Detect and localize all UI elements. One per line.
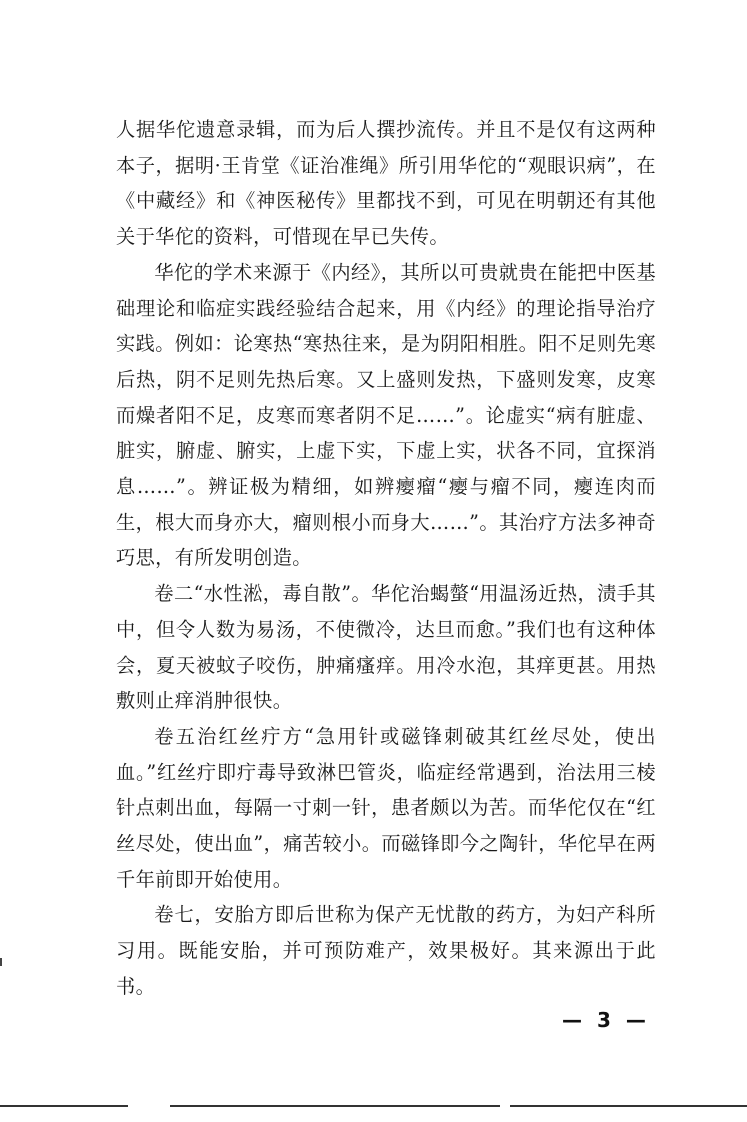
paragraph-1: 人据华佗遗意录辑，而为后人撰抄流传。并且不是仅有这两种本子，据明·王肯堂《证治准绳》所引用华佗的“观眼识病”，在《中藏经》和《神医秘传》里都找不到，可见在明朝还有其他关于华佗的资料，可惜现在早已失传。: [116, 118, 656, 249]
paragraph-2: 华佗的学术来源于《内经》，其所以可贵就贵在能把中医基础理论和临症实践经验结合起来，用《内经》的理论指导治疗实践。例如：论寒热“寒热往来，是为阴阳相胜。阳不足则先寒后热，阴不足则先热后寒。又上盛则发热，下盛则发寒，皮寒而燥者阳不足，皮寒而寒者阴不足……”。论虚实“病有脏虚、脏实，腑虚、腑实，上虚下实，下虚上实，状各不同，宜探消息……”。辨证极为精细，如辨瘿瘤“瘿与瘤不同，瘿连肉而生，根大而身亦大，瘤则根小而身大……”。其治疗方法多神奇巧思，有所发明创造。: [116, 260, 656, 570]
paragraph-5: 卷七，安胎方即后世称为保产无忧散的药方，为妇产科所习用。既能安胎，并可预防难产，效果极好。其来源出于此书。: [116, 903, 656, 998]
paragraph-3: 卷二“水性淞，毒自散”。华佗治蝎螫“用温汤近热，渍手其中，但令人数为易汤，不使微冷，达旦而愈。”我们也有这种体会，夏天被蚊子咬伤，肿痛瘙痒。用冷水泡，其痒更甚。用热敷则止痒消肿很快。: [116, 582, 656, 713]
body-text: [116, 112, 656, 1005]
bottom-rule-middle: [170, 1105, 500, 1107]
bottom-rule-left: [0, 1105, 128, 1107]
page-number: — 3 —: [562, 1008, 650, 1032]
paragraph-4: 卷五治红丝疔方“急用针或磁锋刺破其红丝尽处，使出血。”红丝疔即疔毒导致淋巴管炎，临症经常遇到，治法用三棱针点刺出血，每隔一寸刺一针，患者颇以为苦。而华佗仅在“红丝尽处，使出血”，痛苦较小。而磁锋即今之陶针，华佗早在两千年前即开始使用。: [116, 724, 656, 891]
scan-mark: [0, 958, 2, 966]
bottom-rule-right: [510, 1105, 747, 1107]
